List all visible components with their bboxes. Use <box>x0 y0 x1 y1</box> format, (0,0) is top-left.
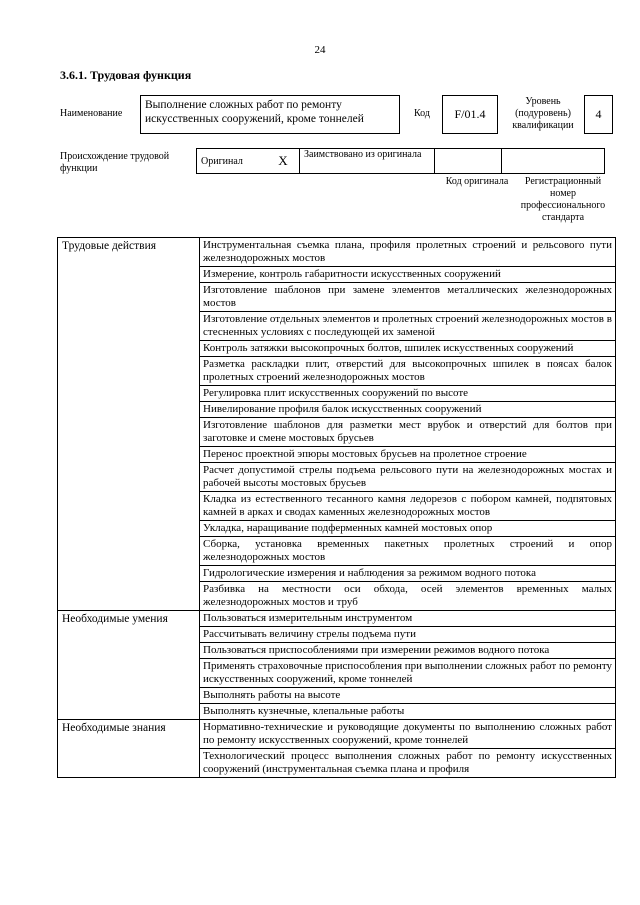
kod-orig-label: Код оригинала <box>445 176 509 187</box>
kod-orig-cell <box>435 149 502 174</box>
list-item: Разметка раскладки плит, отверстий для высокопрочных шпилек в поясах балок пролетных строений железнодорожных мостов <box>200 357 616 386</box>
naim-label: Наименование <box>60 108 123 119</box>
list-item: Гидрологические измерения и наблюдения за режимом водного потока <box>200 566 616 582</box>
reg-num-label: Регистрационный номер профессионального стандарта <box>520 176 606 223</box>
original-label: Оригинал <box>197 149 268 174</box>
list-item: Изготовление отдельных элементов и пролетных строений железнодорожных мостов в стесненных условиях с последующей их заменой <box>200 312 616 341</box>
list-item: Применять страховочные приспособления при выполнении сложных работ по ремонту искусственных сооружений, кроме тоннелей <box>200 659 616 688</box>
main-table <box>57 237 616 778</box>
list-item: Перенос проектной эпюры мостовых брусьев на пролетное строение <box>200 447 616 463</box>
section-category: Необходимые умения <box>58 611 200 720</box>
list-item: Изготовление шаблонов для разметки мест врубок и отверстий для болтов при заготовке и смене мостовых брусьев <box>200 418 616 447</box>
list-item: Кладка из естественного тесанного камня ледорезов с побором камней, подпятовых камней в арках и сводах каменных железнодорожных мостов <box>200 492 616 521</box>
level-label: Уровень (подуровень) квалификации <box>512 96 574 131</box>
section-title: 3.6.1. Трудовая функция <box>60 68 192 82</box>
table-row <box>58 238 616 267</box>
kod-value-box: F/01.4 <box>442 95 498 134</box>
list-item: Выполнять кузнечные, клепальные работы <box>200 704 616 720</box>
list-item: Регулировка плит искусственных сооружений по высоте <box>200 386 616 402</box>
list-item: Контроль затяжки высокопрочных болтов, шпилек искусственных сооружений <box>200 341 616 357</box>
section-category: Трудовые действия <box>58 238 200 611</box>
list-item: Разбивка на местности оси обхода, осей элементов временных малых железнодорожных мостов и труб <box>200 582 616 611</box>
list-item: Технологический процесс выполнения сложных работ по ремонту искусственных сооружений (инструментальная съемка плана и профиля <box>200 749 616 778</box>
page-number: 24 <box>314 44 326 56</box>
list-item: Рассчитывать величину стрелы подъема пути <box>200 627 616 643</box>
level-value-box: 4 <box>584 95 613 134</box>
borrowed-label: Заимствовано из оригинала <box>300 149 435 174</box>
list-item: Нивелирование профиля балок искусственных сооружений <box>200 402 616 418</box>
function-name-box: Выполнение сложных работ по ремонту искусственных сооружений, кроме тоннелей <box>140 95 400 134</box>
list-item: Измерение, контроль габаритности искусственных сооружений <box>200 267 616 283</box>
origin-table <box>196 148 605 174</box>
section-category: Необходимые знания <box>58 720 200 778</box>
list-item: Расчет допустимой стрелы подъема рельсового пути на железнодорожных мостах и рабочей высоты мостовых брусьев <box>200 463 616 492</box>
list-item: Укладка, наращивание подферменных камней мостовых опор <box>200 521 616 537</box>
list-item: Сборка, установка временных пакетных пролетных строений и опор железнодорожных мостов <box>200 537 616 566</box>
table-row <box>58 720 616 749</box>
reg-num-cell <box>502 149 605 174</box>
original-mark: X <box>267 149 300 174</box>
list-item: Пользоваться измерительным инструментом <box>200 611 616 627</box>
kod-label: Код <box>414 108 430 119</box>
list-item: Инструментальная съемка плана, профиля пролетных строений и рельсового пути железнодорожных мостов <box>200 238 616 267</box>
list-item: Нормативно-технические и руководящие документы по выполнению сложных работ по ремонту искусственных сооружений, кроме тоннелей <box>200 720 616 749</box>
origin-label: Происхождение трудовой функции <box>60 151 170 174</box>
table-row <box>58 611 616 627</box>
list-item: Изготовление шаблонов при замене элементов металлических железнодорожных мостов <box>200 283 616 312</box>
list-item: Выполнять работы на высоте <box>200 688 616 704</box>
list-item: Пользоваться приспособлениями при измерении режимов водного потока <box>200 643 616 659</box>
